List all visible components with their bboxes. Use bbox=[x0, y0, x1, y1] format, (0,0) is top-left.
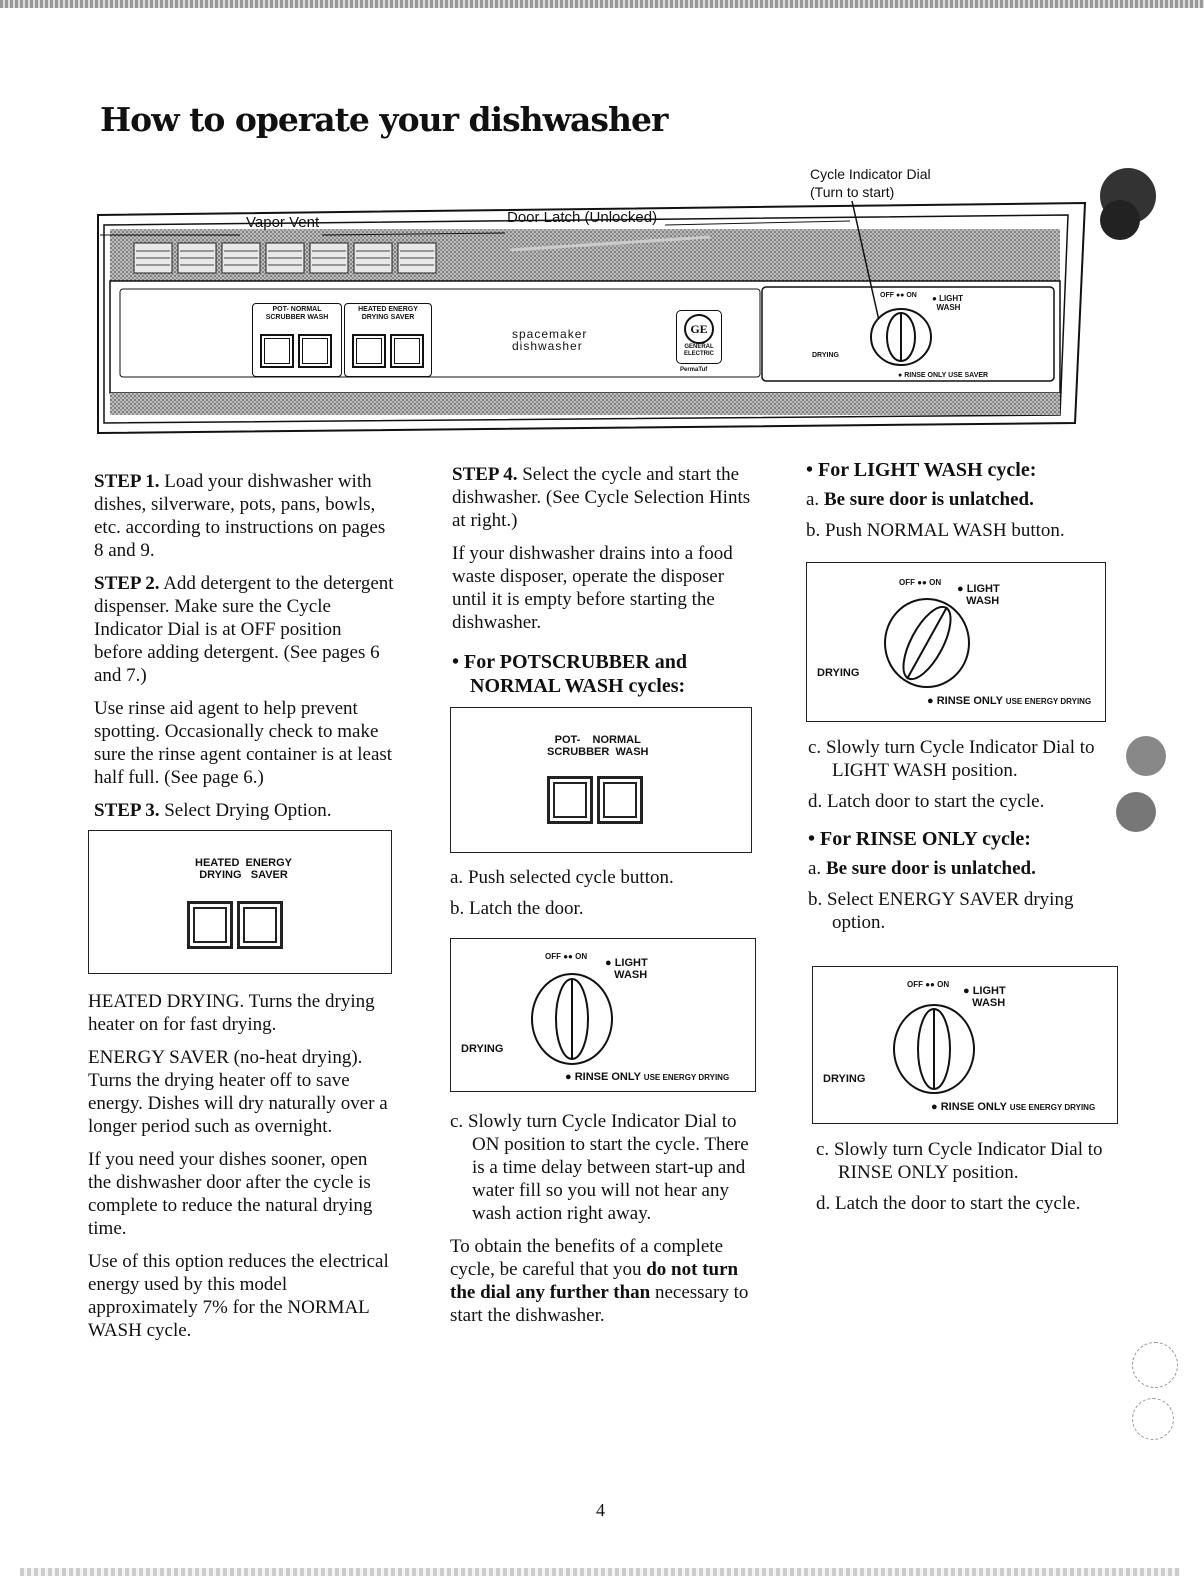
step2-text: Add detergent to the detergent dispenser. Make sure the Cycle Indicator Dial is at OFF position before adding detergent. (See pages 6 and 7.) bbox=[94, 573, 394, 686]
permatuf-label: PermaTuf bbox=[680, 367, 708, 373]
dial-knob-on bbox=[527, 969, 617, 1069]
column-3-light-steps: c. Slowly turn Cycle Indicator Dial to LIGHT WASH position. d. Latch door to start the cycle. • For RINSE ONLY cycle: a. Be sure door is unlatched. b. Select ENERGY SAVER drying option. bbox=[808, 736, 1118, 942]
panel-dial-drying: DRYING bbox=[812, 352, 839, 359]
binder-hole-decoration bbox=[1126, 736, 1166, 776]
cycle-buttons-box: POT- NORMAL SCRUBBER WASH bbox=[450, 707, 752, 853]
door-latch-label: Door Latch (Unlocked) bbox=[507, 209, 658, 226]
panel-dial-knob bbox=[868, 306, 934, 368]
column-2 bbox=[452, 463, 757, 704]
latch-door-text: Latch the door. bbox=[469, 898, 584, 919]
cycle-indicator-sub: (Turn to start) bbox=[810, 184, 895, 200]
step1-text: Load your dishwasher with dishes, silverware, pots, pans, bowls, etc. according to instructions on pages 8 and 9. bbox=[94, 471, 386, 561]
binder-hole-decoration bbox=[1100, 200, 1140, 240]
panel-dial-rinse-only: ● RINSE ONLY USE SAVER bbox=[898, 372, 989, 379]
vapor-vent-label: Vapor Vent bbox=[246, 214, 320, 231]
normal-wash-button-image bbox=[597, 776, 643, 824]
select-energy-saver: Select ENERGY SAVER drying option. bbox=[827, 889, 1074, 933]
column-2-lower: c. Slowly turn Cycle Indicator Dial to ON position to start the cycle. There is a time delay between start-up and water fill so you will not hear any wash action right away. To obtain the benefits of a complete cycle, be careful that you do not turn the dial any further than necessary to start the dishwasher. bbox=[450, 1110, 760, 1337]
column-1-lower bbox=[88, 990, 393, 1352]
rinse-aid-text: Use rinse aid agent to help prevent spotting. Occasionally check to make sure the rinse agent container is at least half full. (See page 6.) bbox=[94, 698, 393, 788]
scan-artifact-top bbox=[0, 0, 1204, 8]
potscrubber-heading: • For POTSCRUBBER and NORMAL WASH cycles: bbox=[452, 651, 688, 697]
brand-text: spacemaker dishwasher bbox=[512, 327, 588, 353]
dial-knob-light-wash bbox=[879, 593, 975, 693]
cycle-indicator-label: Cycle Indicator Dial bbox=[810, 166, 931, 182]
potscrubber-button-image bbox=[547, 776, 593, 824]
column-2-steps: a. Push selected cycle button. b. Latch the door. bbox=[450, 867, 674, 919]
panel-dial-light-wash: ● LIGHT WASH bbox=[932, 294, 964, 312]
light-wash-heading: • For LIGHT WASH cycle: bbox=[806, 459, 1037, 481]
dial-light-wash-box: OFF ●● ON ● LIGHT WASH DRYING ● RINSE ONLY USE ENERGY DRYING bbox=[806, 562, 1106, 722]
column-3-rinse-steps: c. Slowly turn Cycle Indicator Dial to RINSE ONLY position. d. Latch the door to start the cycle. bbox=[816, 1139, 1103, 1214]
push-normal-wash: Push NORMAL WASH button. bbox=[825, 520, 1065, 541]
step2-label: STEP 2. bbox=[94, 573, 160, 594]
step3-label: STEP 3. bbox=[94, 800, 160, 821]
page-number: 4 bbox=[596, 1500, 605, 1520]
energy-saver-desc: ENERGY SAVER (no-heat drying). Turns the drying heater off to save energy. Dishes will dry naturally over a longer period such as overnight. bbox=[88, 1047, 388, 1137]
binder-hole-decoration bbox=[1132, 1398, 1174, 1440]
dishes-sooner-text: If you need your dishes sooner, open the dishwasher door after the cycle is complete to reduce the natural drying time. bbox=[88, 1149, 373, 1239]
push-cycle-text: Push selected cycle button. bbox=[467, 867, 674, 888]
turn-light-wash-text: Slowly turn Cycle Indicator Dial to LIGHT WASH position. bbox=[825, 737, 1095, 781]
energy-reduction-text: Use of this option reduces the electrical energy used by this model approximately 7% for the NORMAL WASH cycle. bbox=[88, 1251, 389, 1341]
column-3: • For LIGHT WASH cycle: a. Be sure door is unlatched. b. Push NORMAL WASH button. bbox=[806, 458, 1116, 550]
dial-knob-rinse-only bbox=[889, 999, 979, 1099]
page-title: How to operate your dishwasher bbox=[100, 100, 668, 139]
column-1 bbox=[94, 470, 394, 832]
dial-rinse-only-box: OFF ●● ON ● LIGHT WASH DRYING ● RINSE ONLY USE ENERGY DRYING bbox=[812, 966, 1118, 1124]
turn-rinse-only-text: Slowly turn Cycle Indicator Dial to RINSE ONLY position. bbox=[833, 1139, 1103, 1183]
panel-cycle-buttons: POT- NORMAL SCRUBBER WASH bbox=[252, 303, 342, 377]
panel-dial-off-on: OFF ●● ON bbox=[880, 292, 917, 299]
latch-door-start-text: Latch the door to start the cycle. bbox=[835, 1193, 1081, 1214]
rinse-door-unlatched: Be sure door is unlatched. bbox=[825, 858, 1036, 879]
scan-artifact-bottom bbox=[20, 1568, 1180, 1576]
heated-drying-button-image bbox=[187, 901, 233, 949]
dial-on-box: OFF ●● ON ● LIGHT WASH DRYING ● RINSE ONLY USE ENERGY DRYING bbox=[450, 938, 756, 1092]
heated-drying-desc: HEATED DRYING. Turns the drying heater on for fast drying. bbox=[88, 991, 375, 1035]
step1-label: STEP 1. bbox=[94, 471, 160, 492]
disposer-text: If your dishwasher drains into a food waste disposer, operate the disposer until it is empty before starting the dishwasher. bbox=[452, 543, 733, 633]
light-door-unlatched: Be sure door is unlatched. bbox=[823, 489, 1034, 510]
rinse-only-heading: • For RINSE ONLY cycle: bbox=[808, 828, 1031, 850]
ge-logo: GE GENERAL ELECTRIC bbox=[676, 310, 722, 364]
energy-saver-button-image bbox=[237, 901, 283, 949]
binder-hole-decoration bbox=[1116, 792, 1156, 832]
turn-dial-on-text: Slowly turn Cycle Indicator Dial to ON position to start the cycle. There is a time delay between start-up and water fill so you will not hear any wash action right away. bbox=[467, 1111, 749, 1224]
benefits-text: To obtain the benefits of a complete cycle, be careful that you do not turn the dial any further than necessary to start the dishwasher. bbox=[450, 1236, 749, 1326]
step4-text: Select the cycle and start the dishwasher. (See Cycle Selection Hints at right.) bbox=[452, 464, 751, 531]
binder-hole-decoration bbox=[1132, 1342, 1178, 1388]
drying-options-box: HEATED ENERGY DRYING SAVER bbox=[88, 830, 392, 974]
latch-start-text: Latch door to start the cycle. bbox=[827, 791, 1045, 812]
panel-drawing bbox=[90, 195, 1090, 440]
step3-text: Select Drying Option. bbox=[164, 800, 332, 821]
step4-label: STEP 4. bbox=[452, 464, 518, 485]
panel-drying-buttons: HEATED ENERGY DRYING SAVER bbox=[344, 303, 432, 377]
